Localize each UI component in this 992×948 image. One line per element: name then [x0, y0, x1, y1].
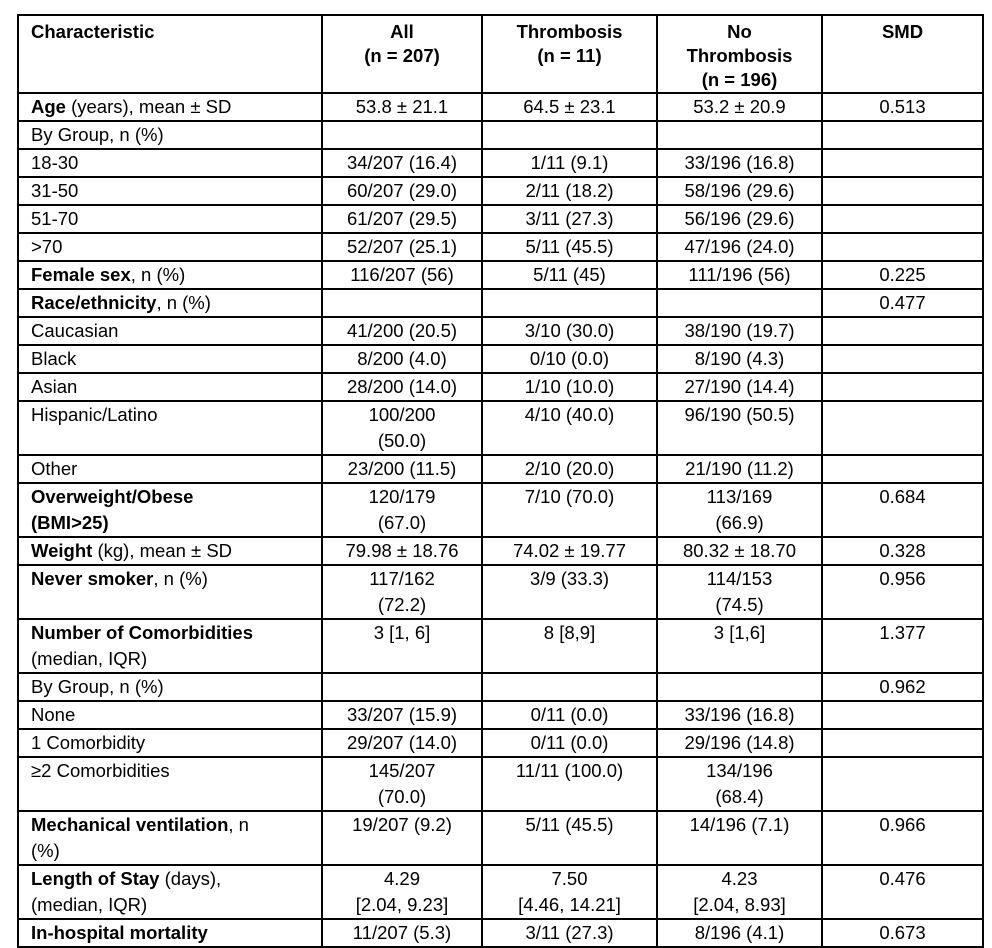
row-label: Age (years), mean ± SD — [18, 93, 322, 121]
row-label: ≥2 Comorbidities — [18, 757, 322, 811]
table-row-race — [18, 289, 983, 317]
table-row-age — [18, 93, 983, 121]
cell-no-thrombosis: 33/196 (16.8) — [657, 701, 822, 729]
cell-smd — [822, 373, 983, 401]
cell-thrombosis: 5/11 (45.5) — [482, 233, 657, 261]
cell-all: 120/179 (67.0) — [322, 483, 482, 537]
cell-all — [322, 673, 482, 701]
table-row-comorbidity-two-plus — [18, 757, 983, 811]
cell-smd: 0.225 — [822, 261, 983, 289]
cell-thrombosis: 8 [8,9] — [482, 619, 657, 673]
row-label: Mechanical ventilation, n (%) — [18, 811, 322, 865]
cell-thrombosis — [482, 121, 657, 149]
cell-no-thrombosis — [657, 121, 822, 149]
row-label: 18-30 — [18, 149, 322, 177]
cell-no-thrombosis: 47/196 (24.0) — [657, 233, 822, 261]
cell-smd: 0.966 — [822, 811, 983, 865]
cell-all: 53.8 ± 21.1 — [322, 93, 482, 121]
row-label: 31-50 — [18, 177, 322, 205]
cell-no-thrombosis: 3 [1,6] — [657, 619, 822, 673]
table-row-age-70-plus — [18, 233, 983, 261]
cell-smd — [822, 729, 983, 757]
table-row-black — [18, 345, 983, 373]
cell-all: 61/207 (29.5) — [322, 205, 482, 233]
cell-no-thrombosis: 96/190 (50.5) — [657, 401, 822, 455]
cell-thrombosis: 2/11 (18.2) — [482, 177, 657, 205]
header-all: All (n = 207) — [322, 15, 482, 93]
cell-thrombosis: 64.5 ± 23.1 — [482, 93, 657, 121]
table-row-age-51-70 — [18, 205, 983, 233]
cell-all: 28/200 (14.0) — [322, 373, 482, 401]
cell-smd — [822, 701, 983, 729]
cell-all: 117/162 (72.2) — [322, 565, 482, 619]
cell-all: 116/207 (56) — [322, 261, 482, 289]
row-label: In-hospital mortality — [18, 919, 322, 947]
cell-smd — [822, 121, 983, 149]
table-row-mechanical-ventilation — [18, 811, 983, 865]
cell-smd: 0.673 — [822, 919, 983, 947]
cell-thrombosis: 11/11 (100.0) — [482, 757, 657, 811]
cell-thrombosis: 74.02 ± 19.77 — [482, 537, 657, 565]
table-row-age-18-30 — [18, 149, 983, 177]
cell-smd — [822, 177, 983, 205]
cell-no-thrombosis: 53.2 ± 20.9 — [657, 93, 822, 121]
table-row-age-group — [18, 121, 983, 149]
header-thrombosis: Thrombosis (n = 11) — [482, 15, 657, 93]
cell-no-thrombosis: 29/196 (14.8) — [657, 729, 822, 757]
table-row-hispanic-latino — [18, 401, 983, 455]
row-label: Female sex, n (%) — [18, 261, 322, 289]
row-label: Black — [18, 345, 322, 373]
cell-no-thrombosis: 8/196 (4.1) — [657, 919, 822, 947]
cell-thrombosis: 0/10 (0.0) — [482, 345, 657, 373]
cell-thrombosis: 0/11 (0.0) — [482, 729, 657, 757]
table-row-length-of-stay — [18, 865, 983, 919]
cell-no-thrombosis: 8/190 (4.3) — [657, 345, 822, 373]
cell-thrombosis: 7.50 [4.46, 14.21] — [482, 865, 657, 919]
cell-thrombosis: 3/10 (30.0) — [482, 317, 657, 345]
row-label: Length of Stay (days), (median, IQR) — [18, 865, 322, 919]
cell-all — [322, 121, 482, 149]
cell-no-thrombosis: 58/196 (29.6) — [657, 177, 822, 205]
row-label: Hispanic/Latino — [18, 401, 322, 455]
cell-no-thrombosis: 80.32 ± 18.70 — [657, 537, 822, 565]
cell-smd: 0.476 — [822, 865, 983, 919]
cell-all: 34/207 (16.4) — [322, 149, 482, 177]
cell-thrombosis: 0/11 (0.0) — [482, 701, 657, 729]
table-row-number-of-comorbidities — [18, 619, 983, 673]
cell-no-thrombosis — [657, 673, 822, 701]
header-smd: SMD — [822, 15, 983, 93]
cell-all: 60/207 (29.0) — [322, 177, 482, 205]
cell-no-thrombosis: 27/190 (14.4) — [657, 373, 822, 401]
cell-smd — [822, 149, 983, 177]
table-row-other — [18, 455, 983, 483]
table-row-in-hospital-mortality — [18, 919, 983, 947]
cell-all: 4.29 [2.04, 9.23] — [322, 865, 482, 919]
cell-all: 19/207 (9.2) — [322, 811, 482, 865]
table-row-age-31-50 — [18, 177, 983, 205]
cell-all: 52/207 (25.1) — [322, 233, 482, 261]
table-row-asian — [18, 373, 983, 401]
cell-all: 41/200 (20.5) — [322, 317, 482, 345]
row-label: Asian — [18, 373, 322, 401]
row-label: 51-70 — [18, 205, 322, 233]
cell-smd — [822, 345, 983, 373]
cell-thrombosis — [482, 673, 657, 701]
cell-no-thrombosis: 14/196 (7.1) — [657, 811, 822, 865]
cell-no-thrombosis: 4.23 [2.04, 8.93] — [657, 865, 822, 919]
cell-smd: 0.477 — [822, 289, 983, 317]
row-label: By Group, n (%) — [18, 673, 322, 701]
cell-smd — [822, 455, 983, 483]
table-row-comorbidity-none — [18, 701, 983, 729]
header-characteristic: Characteristic — [18, 15, 322, 93]
cell-thrombosis: 3/9 (33.3) — [482, 565, 657, 619]
row-label: None — [18, 701, 322, 729]
row-label: Never smoker, n (%) — [18, 565, 322, 619]
cell-no-thrombosis: 111/196 (56) — [657, 261, 822, 289]
cell-thrombosis: 3/11 (27.3) — [482, 205, 657, 233]
cell-smd: 0.328 — [822, 537, 983, 565]
cell-no-thrombosis: 33/196 (16.8) — [657, 149, 822, 177]
row-label: 1 Comorbidity — [18, 729, 322, 757]
row-label: By Group, n (%) — [18, 121, 322, 149]
cell-smd — [822, 757, 983, 811]
cell-smd: 1.377 — [822, 619, 983, 673]
cell-smd — [822, 401, 983, 455]
cell-no-thrombosis: 21/190 (11.2) — [657, 455, 822, 483]
row-label: >70 — [18, 233, 322, 261]
table-row-comorbidity-group — [18, 673, 983, 701]
table-row-comorbidity-one — [18, 729, 983, 757]
row-label: Number of Comorbidities (median, IQR) — [18, 619, 322, 673]
table-row-never-smoker — [18, 565, 983, 619]
cell-thrombosis: 4/10 (40.0) — [482, 401, 657, 455]
cell-all: 29/207 (14.0) — [322, 729, 482, 757]
cell-thrombosis: 7/10 (70.0) — [482, 483, 657, 537]
row-label: Race/ethnicity, n (%) — [18, 289, 322, 317]
cell-no-thrombosis — [657, 289, 822, 317]
cell-smd: 0.962 — [822, 673, 983, 701]
table-row-caucasian — [18, 317, 983, 345]
cell-thrombosis: 1/10 (10.0) — [482, 373, 657, 401]
characteristics-table — [17, 14, 984, 948]
header-row — [18, 15, 983, 93]
cell-thrombosis: 5/11 (45) — [482, 261, 657, 289]
row-label: Weight (kg), mean ± SD — [18, 537, 322, 565]
cell-thrombosis: 2/10 (20.0) — [482, 455, 657, 483]
cell-smd: 0.956 — [822, 565, 983, 619]
cell-thrombosis: 3/11 (27.3) — [482, 919, 657, 947]
cell-all: 11/207 (5.3) — [322, 919, 482, 947]
cell-no-thrombosis: 113/169 (66.9) — [657, 483, 822, 537]
cell-thrombosis: 1/11 (9.1) — [482, 149, 657, 177]
cell-all: 3 [1, 6] — [322, 619, 482, 673]
row-label: Caucasian — [18, 317, 322, 345]
cell-smd — [822, 205, 983, 233]
cell-no-thrombosis: 56/196 (29.6) — [657, 205, 822, 233]
cell-smd: 0.513 — [822, 93, 983, 121]
cell-no-thrombosis: 114/153 (74.5) — [657, 565, 822, 619]
cell-smd — [822, 233, 983, 261]
cell-all — [322, 289, 482, 317]
cell-all: 79.98 ± 18.76 — [322, 537, 482, 565]
cell-all: 100/200 (50.0) — [322, 401, 482, 455]
table-row-weight — [18, 537, 983, 565]
row-label: Other — [18, 455, 322, 483]
cell-smd — [822, 317, 983, 345]
cell-all: 145/207 (70.0) — [322, 757, 482, 811]
header-no-thrombosis: No Thrombosis (n = 196) — [657, 15, 822, 93]
row-label: Overweight/Obese (BMI>25) — [18, 483, 322, 537]
table-row-overweight-obese — [18, 483, 983, 537]
cell-thrombosis: 5/11 (45.5) — [482, 811, 657, 865]
cell-smd: 0.684 — [822, 483, 983, 537]
cell-all: 23/200 (11.5) — [322, 455, 482, 483]
cell-no-thrombosis: 134/196 (68.4) — [657, 757, 822, 811]
cell-all: 33/207 (15.9) — [322, 701, 482, 729]
cell-all: 8/200 (4.0) — [322, 345, 482, 373]
table-row-female-sex — [18, 261, 983, 289]
cell-no-thrombosis: 38/190 (19.7) — [657, 317, 822, 345]
cell-thrombosis — [482, 289, 657, 317]
